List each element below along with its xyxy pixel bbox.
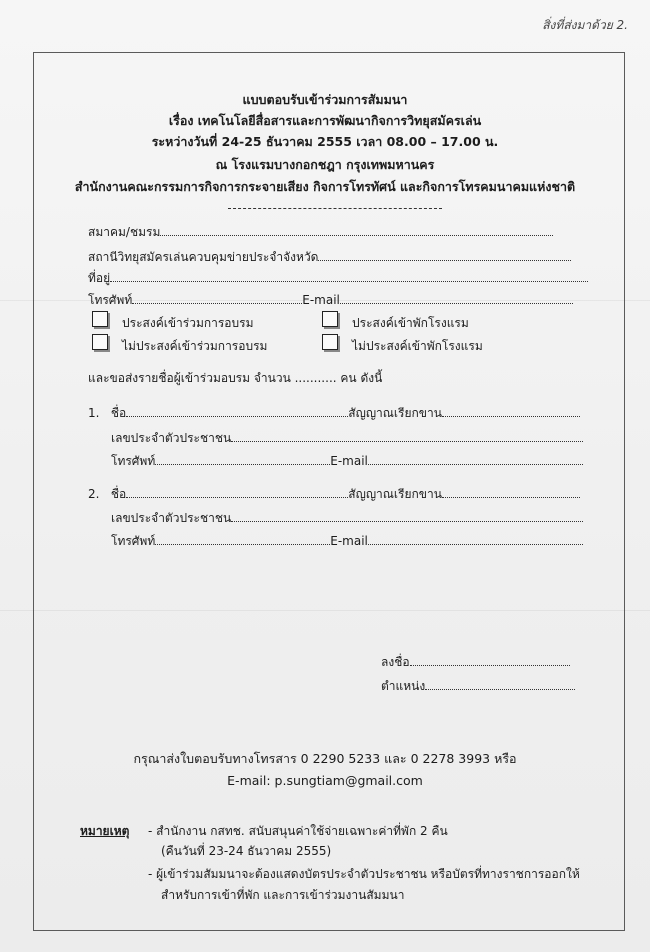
participant-1-contact-row[interactable]: [111, 453, 583, 469]
contact-email: E-mail: p.sungtiam@gmail.com: [227, 773, 423, 788]
participant-phone-blank[interactable]: [155, 533, 330, 545]
seminar-subject: เรื่อง เทคโนโลยีสื่อสารและการพัฒนากิจการวิทยุสมัครเล่น: [168, 113, 482, 128]
association-field[interactable]: [88, 224, 553, 240]
participant-1-id-row[interactable]: [111, 430, 583, 446]
organizer: สำนักงานคณะกรรมการกิจการกระจายเสียง กิจการโทรทัศน์ และกิจการโทรคมนาคมแห่งชาติ: [74, 179, 576, 194]
stay-hotel-label: ประสงค์เข้าพักโรงแรม: [352, 316, 469, 330]
header-divider: [228, 208, 442, 209]
address-blank[interactable]: [110, 270, 588, 282]
note-1-line-1: - สำนักงาน กสทช. สนับสนุนค่าใช้จ่ายเฉพาะค่าที่พัก 2 คืน: [148, 824, 448, 838]
form-title: แบบตอบรับเข้าร่วมการสัมมนา: [242, 92, 408, 107]
participant-name-blank[interactable]: [126, 486, 348, 498]
participants-intro-text: และขอส่งรายชื่อผู้เข้าร่วมอบรม จำนวน: [88, 371, 291, 385]
note-1-line-2: (คืนวันที่ 23-24 ธันวาคม 2555): [161, 844, 332, 858]
email-label: E-mail: [302, 293, 340, 307]
association-label: สมาคม/ชมรม: [88, 225, 161, 239]
participant-1-name-row[interactable]: [88, 405, 580, 421]
note-2-line-2: สำหรับการเข้าที่พัก และการเข้าร่วมงานสัมมนา: [161, 888, 405, 902]
seminar-venue: ณ โรงแรมบางกอกชฎา กรุงเทพมหานคร: [215, 157, 435, 172]
callsign-blank[interactable]: [442, 486, 580, 498]
not-stay-hotel-label: ไม่ประสงค์เข้าพักโรงแรม: [352, 339, 483, 353]
signature-label: ลงชื่อ: [381, 655, 410, 669]
callsign-label: สัญญาณเรียกขาน: [348, 487, 442, 501]
address-label: ที่อยู่: [88, 271, 111, 285]
fax-instruction: กรุณาส่งใบตอบรับทางโทรสาร 0 2290 5233 และ 0 2278 3993 หรือ: [133, 751, 517, 766]
participant-name-blank[interactable]: [126, 405, 348, 417]
seminar-date: ระหว่างวันที่ 24-25 ธันวาคม 2555 เวลา 08.00 – 17.00 น.: [151, 134, 499, 149]
participant-email-blank[interactable]: [368, 453, 583, 465]
position-field[interactable]: [381, 678, 575, 694]
attachment-label: สิ่งที่ส่งมาด้วย 2.: [542, 18, 628, 32]
participant-number: 1.: [88, 406, 100, 420]
notes-label: [80, 823, 129, 839]
citizen-id-blank[interactable]: [231, 430, 583, 442]
participants-intro-suffix: คน ดังนี้: [340, 371, 383, 385]
participant-name-label: ชื่อ: [110, 487, 127, 501]
phone-label: โทรศัพท์: [88, 293, 133, 307]
participant-count-blank[interactable]: ...........: [294, 371, 337, 385]
signature-blank[interactable]: [410, 654, 570, 666]
not-stay-hotel-checkbox[interactable]: [322, 334, 338, 350]
phone-email-field[interactable]: [88, 292, 573, 308]
participant-2-contact-row[interactable]: [111, 533, 583, 549]
citizen-id-blank[interactable]: [231, 510, 583, 522]
not-attend-training-checkbox[interactable]: [92, 334, 108, 350]
station-label: สถานีวิทยุสมัครเล่นควบคุมข่ายประจำจังหวัด: [88, 250, 319, 264]
participant-email-label: E-mail: [330, 454, 368, 468]
station-blank[interactable]: [318, 249, 571, 261]
station-field[interactable]: [88, 249, 571, 265]
phone-blank[interactable]: [132, 292, 302, 304]
stay-hotel-checkbox[interactable]: [322, 311, 338, 327]
participant-number: 2.: [88, 487, 100, 501]
signature-field[interactable]: [381, 654, 570, 670]
association-blank[interactable]: [160, 224, 553, 236]
position-blank[interactable]: [425, 678, 575, 690]
citizen-id-label: เลขประจำตัวประชาชน: [111, 511, 232, 525]
not-attend-training-label: ไม่ประสงค์เข้าร่วมการอบรม: [122, 339, 268, 353]
participant-phone-label: โทรศัพท์: [111, 534, 156, 548]
participant-name-label: ชื่อ: [110, 406, 127, 420]
email-blank[interactable]: [340, 292, 573, 304]
address-field[interactable]: [88, 270, 588, 286]
citizen-id-label: เลขประจำตัวประชาชน: [111, 431, 232, 445]
participant-2-id-row[interactable]: [111, 510, 583, 526]
note-2-line-1: - ผู้เข้าร่วมสัมมนาจะต้องแสดงบัตรประจำตัวประชาชน หรือบัตรที่ทางราชการออกให้: [148, 867, 580, 881]
participant-phone-blank[interactable]: [155, 453, 330, 465]
participant-email-label: E-mail: [330, 534, 368, 548]
attend-training-checkbox[interactable]: [92, 311, 108, 327]
participant-phone-label: โทรศัพท์: [111, 454, 156, 468]
participants-intro: [88, 370, 382, 386]
participant-email-blank[interactable]: [368, 533, 583, 545]
notes-heading: หมายเหตุ: [80, 824, 130, 838]
callsign-label: สัญญาณเรียกขาน: [348, 406, 442, 420]
callsign-blank[interactable]: [442, 405, 580, 417]
participant-2-name-row[interactable]: [88, 486, 580, 502]
position-label: ตำแหน่ง: [381, 679, 426, 693]
attend-training-label: ประสงค์เข้าร่วมการอบรม: [122, 316, 254, 330]
